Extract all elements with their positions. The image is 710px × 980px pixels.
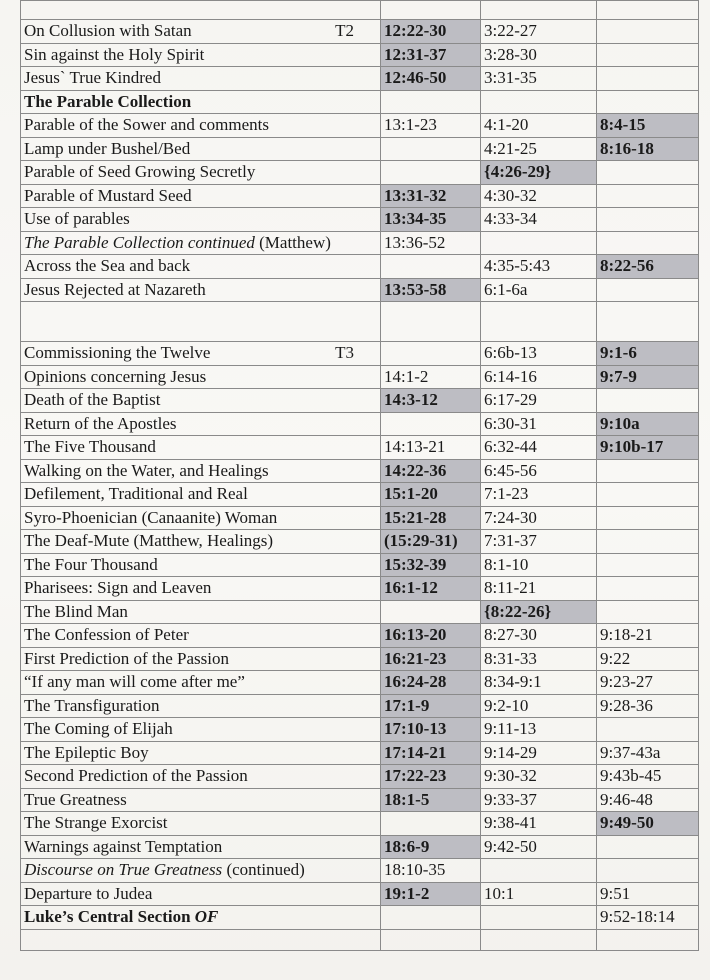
matthew-ref-cell: 15:32-39 [381, 553, 481, 577]
mark-ref-cell: 4:30-32 [481, 184, 597, 208]
luke-ref-cell [597, 859, 699, 883]
luke-ref-cell: 8:22-56 [597, 255, 699, 279]
pericope-title-cell [21, 600, 381, 624]
mark-ref-cell: 9:11-13 [481, 718, 597, 742]
luke-ref-cell: 9:10a [597, 412, 699, 436]
matthew-ref-cell: 13:53-58 [381, 278, 481, 302]
luke-ref-cell: 9:37-43a [597, 741, 699, 765]
matthew-ref-cell: 13:1-23 [381, 114, 481, 138]
luke-ref-cell [597, 161, 699, 185]
luke-ref-cell [597, 577, 699, 601]
mark-ref-cell: 9:42-50 [481, 835, 597, 859]
matthew-ref-cell [381, 342, 481, 366]
pericope-title: Death of the Baptist [24, 390, 161, 410]
luke-ref-cell [597, 483, 699, 507]
matthew-ref-cell: 15:1-20 [381, 483, 481, 507]
table-row [21, 812, 699, 836]
pericope-title-cell [21, 412, 381, 436]
matthew-ref-cell: 16:13-20 [381, 624, 481, 648]
pericope-title: First Prediction of the Passion [24, 648, 229, 668]
luke-ref-cell: 9:43b-45 [597, 765, 699, 789]
pericope-title-cell [21, 231, 381, 255]
mark-ref-cell: 6:45-56 [481, 459, 597, 483]
matthew-ref-cell: 17:14-21 [381, 741, 481, 765]
matthew-ref-cell [381, 906, 481, 930]
matthew-ref-cell: 16:24-28 [381, 671, 481, 695]
pericope-title: The Coming of Elijah [24, 719, 173, 739]
table-row [21, 483, 699, 507]
luke-ref-cell: 9:23-27 [597, 671, 699, 695]
pericope-title-cell [21, 208, 381, 232]
pericope-title-cell [21, 647, 381, 671]
table-row [21, 184, 699, 208]
mark-ref-cell: 9:30-32 [481, 765, 597, 789]
luke-ref-cell [597, 506, 699, 530]
pericope-title: Departure to Judea [24, 883, 153, 903]
pericope-title-cell [21, 812, 381, 836]
pericope-title: Luke’s Central Section [24, 907, 195, 927]
table-row [21, 765, 699, 789]
pericope-title: Sin against the Holy Spirit [24, 44, 205, 64]
pericope-title-cell [21, 788, 381, 812]
pericope-title: Parable of the Sower and comments [24, 115, 270, 135]
mark-ref-cell: {8:22-26} [481, 600, 597, 624]
luke-ref-cell: 9:28-36 [597, 694, 699, 718]
pericope-title-cell [21, 365, 381, 389]
pericope-title: Jesus` True Kindred [24, 68, 161, 88]
pericope-title: Across the Sea and back [24, 256, 191, 276]
luke-ref-cell: 9:10b-17 [597, 436, 699, 460]
pericope-title-cell [21, 765, 381, 789]
table-row [21, 412, 699, 436]
table-row [21, 882, 699, 906]
pericope-title: The Blind Man [24, 601, 128, 621]
pericope-title-cell [21, 161, 381, 185]
matthew-ref-cell: 18:1-5 [381, 788, 481, 812]
pericope-title: The Strange Exorcist [24, 813, 168, 833]
empty-cell [597, 302, 699, 342]
mark-ref-cell: 6:30-31 [481, 412, 597, 436]
table-top-row [21, 1, 699, 20]
table-row [21, 647, 699, 671]
matthew-ref-cell: 17:10-13 [381, 718, 481, 742]
matthew-ref-cell [381, 255, 481, 279]
matthew-ref-cell: (15:29-31) [381, 530, 481, 554]
pericope-title-cell [21, 906, 381, 930]
pericope-title: True Greatness [24, 789, 127, 809]
pericope-title: Walking on the Water, and Healings [24, 460, 269, 480]
pericope-title-suffix: OF [194, 907, 219, 927]
table-row [21, 43, 699, 67]
table-row [21, 835, 699, 859]
pericope-title: Lamp under Bushel/Bed [24, 138, 191, 158]
luke-ref-cell [597, 43, 699, 67]
pericope-title-cell [21, 741, 381, 765]
table-row [21, 67, 699, 91]
matthew-ref-cell [381, 812, 481, 836]
matthew-ref-cell: 14:1-2 [381, 365, 481, 389]
empty-cell [597, 1, 699, 20]
table-row [21, 137, 699, 161]
table-row [21, 20, 699, 44]
mark-ref-cell: 4:1-20 [481, 114, 597, 138]
table-row [21, 600, 699, 624]
empty-cell [481, 929, 597, 950]
table-row [21, 671, 699, 695]
table-row [21, 553, 699, 577]
mark-ref-cell: 6:6b-13 [481, 342, 597, 366]
luke-ref-cell: 9:22 [597, 647, 699, 671]
matthew-ref-cell: 13:34-35 [381, 208, 481, 232]
matthew-ref-cell: 14:22-36 [381, 459, 481, 483]
pericope-title-cell [21, 882, 381, 906]
luke-ref-cell: 9:7-9 [597, 365, 699, 389]
pericope-title-cell [21, 255, 381, 279]
luke-ref-cell: 9:1-6 [597, 342, 699, 366]
luke-ref-cell: 9:46-48 [597, 788, 699, 812]
pericope-title: The Four Thousand [24, 554, 158, 574]
luke-ref-cell: 8:16-18 [597, 137, 699, 161]
empty-cell [21, 1, 381, 20]
table-row [21, 436, 699, 460]
section-gap-row [21, 302, 699, 342]
mark-ref-cell: 9:38-41 [481, 812, 597, 836]
mark-ref-cell: 3:31-35 [481, 67, 597, 91]
mark-ref-cell: 9:14-29 [481, 741, 597, 765]
mark-ref-cell [481, 859, 597, 883]
pericope-title: The Five Thousand [24, 437, 156, 457]
pericope-title-cell [21, 718, 381, 742]
matthew-ref-cell [381, 137, 481, 161]
empty-cell [481, 302, 597, 342]
pericope-title-cell [21, 20, 381, 44]
mark-ref-cell: 6:1-6a [481, 278, 597, 302]
gospel-synopsis-table [20, 0, 699, 951]
mark-ref-cell: 8:31-33 [481, 647, 597, 671]
synopsis-table-body [21, 1, 699, 951]
mark-ref-cell [481, 90, 597, 114]
pericope-title-cell [21, 90, 381, 114]
empty-cell [381, 929, 481, 950]
pericope-title: Jesus Rejected at Nazareth [24, 279, 206, 299]
pericope-title: Commissioning the Twelve [24, 343, 211, 363]
pericope-title-cell [21, 624, 381, 648]
pericope-title: The Epileptic Boy [24, 742, 149, 762]
matthew-ref-cell: 17:22-23 [381, 765, 481, 789]
pericope-title: The Transfiguration [24, 695, 160, 715]
mark-ref-cell: 8:34-9:1 [481, 671, 597, 695]
mark-ref-cell: 7:31-37 [481, 530, 597, 554]
luke-ref-cell: 9:52-18:14 [597, 906, 699, 930]
pericope-title-cell [21, 114, 381, 138]
matthew-ref-cell: 17:1-9 [381, 694, 481, 718]
matthew-ref-cell [381, 90, 481, 114]
mark-ref-cell: {4:26-29} [481, 161, 597, 185]
matthew-ref-cell: 14:13-21 [381, 436, 481, 460]
empty-cell [481, 1, 597, 20]
table-bottom-row [21, 929, 699, 950]
mark-ref-cell: 6:14-16 [481, 365, 597, 389]
luke-ref-cell [597, 208, 699, 232]
pericope-title-cell [21, 835, 381, 859]
pericope-title: Opinions concerning Jesus [24, 366, 207, 386]
pericope-title-cell [21, 389, 381, 413]
matthew-ref-cell: 13:36-52 [381, 231, 481, 255]
table-row [21, 506, 699, 530]
mark-ref-cell: 8:11-21 [481, 577, 597, 601]
luke-ref-cell [597, 389, 699, 413]
pericope-title-cell [21, 530, 381, 554]
pericope-title: Pharisees: Sign and Leaven [24, 578, 212, 598]
matthew-ref-cell: 14:3-12 [381, 389, 481, 413]
pericope-title-cell [21, 184, 381, 208]
luke-ref-cell [597, 530, 699, 554]
table-row [21, 365, 699, 389]
luke-ref-cell: 8:4-15 [597, 114, 699, 138]
pericope-title-cell [21, 137, 381, 161]
matthew-ref-cell: 13:31-32 [381, 184, 481, 208]
pericope-title: Parable of Seed Growing Secretly [24, 162, 256, 182]
table-row [21, 278, 699, 302]
pericope-title: The Parable Collection [24, 91, 192, 111]
pericope-title-cell [21, 483, 381, 507]
luke-ref-cell: 9:49-50 [597, 812, 699, 836]
matthew-ref-cell: 12:22-30 [381, 20, 481, 44]
table-row [21, 859, 699, 883]
luke-ref-cell [597, 553, 699, 577]
matthew-ref-cell: 18:10-35 [381, 859, 481, 883]
pericope-title: The Parable Collection continued [24, 232, 255, 252]
table-row [21, 459, 699, 483]
mark-ref-cell: 7:24-30 [481, 506, 597, 530]
pericope-title: Second Prediction of the Passion [24, 766, 248, 786]
table-row [21, 577, 699, 601]
mark-ref-cell: 7:1-23 [481, 483, 597, 507]
table-row [21, 624, 699, 648]
luke-ref-cell [597, 835, 699, 859]
mark-ref-cell: 4:21-25 [481, 137, 597, 161]
pericope-title: Parable of Mustard Seed [24, 185, 192, 205]
table-row [21, 231, 699, 255]
mark-ref-cell: 10:1 [481, 882, 597, 906]
luke-ref-cell [597, 718, 699, 742]
section-code: T2 [335, 21, 354, 41]
luke-ref-cell [597, 278, 699, 302]
table-row [21, 906, 699, 930]
matthew-ref-cell: 16:21-23 [381, 647, 481, 671]
matthew-ref-cell [381, 161, 481, 185]
mark-ref-cell: 9:2-10 [481, 694, 597, 718]
pericope-title-cell [21, 577, 381, 601]
pericope-title-suffix: (continued) [222, 860, 305, 880]
table-row [21, 114, 699, 138]
matthew-ref-cell [381, 600, 481, 624]
mark-ref-cell: 8:1-10 [481, 553, 597, 577]
table-row [21, 530, 699, 554]
table-row [21, 255, 699, 279]
pericope-title: On Collusion with Satan [24, 21, 192, 41]
mark-ref-cell: 9:33-37 [481, 788, 597, 812]
mark-ref-cell: 6:17-29 [481, 389, 597, 413]
mark-ref-cell: 4:33-34 [481, 208, 597, 232]
luke-ref-cell: 9:18-21 [597, 624, 699, 648]
pericope-title-cell [21, 506, 381, 530]
pericope-title: Return of the Apostles [24, 413, 177, 433]
pericope-title: Defilement, Traditional and Real [24, 484, 248, 504]
section-code: T3 [335, 343, 354, 363]
table-row [21, 161, 699, 185]
pericope-title-cell [21, 43, 381, 67]
matthew-ref-cell: 18:6-9 [381, 835, 481, 859]
table-row [21, 208, 699, 232]
matthew-ref-cell [381, 412, 481, 436]
table-row [21, 718, 699, 742]
pericope-title: Discourse on True Greatness [24, 860, 223, 880]
table-row [21, 342, 699, 366]
mark-ref-cell: 3:28-30 [481, 43, 597, 67]
table-row [21, 741, 699, 765]
pericope-title-cell [21, 459, 381, 483]
mark-ref-cell: 3:22-27 [481, 20, 597, 44]
matthew-ref-cell: 19:1-2 [381, 882, 481, 906]
table-row [21, 389, 699, 413]
luke-ref-cell [597, 600, 699, 624]
pericope-title-cell [21, 859, 381, 883]
pericope-title-cell [21, 553, 381, 577]
matthew-ref-cell: 12:31-37 [381, 43, 481, 67]
mark-ref-cell [481, 906, 597, 930]
pericope-title-cell [21, 436, 381, 460]
pericope-title: Warnings against Temptation [24, 836, 223, 856]
matthew-ref-cell: 12:46-50 [381, 67, 481, 91]
mark-ref-cell [481, 231, 597, 255]
luke-ref-cell [597, 67, 699, 91]
mark-ref-cell: 6:32-44 [481, 436, 597, 460]
luke-ref-cell: 9:51 [597, 882, 699, 906]
luke-ref-cell [597, 20, 699, 44]
empty-cell [21, 302, 381, 342]
luke-ref-cell [597, 90, 699, 114]
luke-ref-cell [597, 184, 699, 208]
pericope-title-cell [21, 278, 381, 302]
pericope-title: The Confession of Peter [24, 625, 189, 645]
mark-ref-cell: 4:35-5:43 [481, 255, 597, 279]
pericope-title-suffix: (Matthew) [254, 232, 331, 252]
matthew-ref-cell: 16:1-12 [381, 577, 481, 601]
pericope-title: “If any man will come after me” [24, 672, 245, 692]
empty-cell [21, 929, 381, 950]
empty-cell [597, 929, 699, 950]
table-row [21, 788, 699, 812]
pericope-title: The Deaf-Mute (Matthew, Healings) [24, 531, 274, 551]
pericope-title-cell [21, 342, 381, 366]
pericope-title: Use of parables [24, 209, 130, 229]
luke-ref-cell [597, 459, 699, 483]
matthew-ref-cell: 15:21-28 [381, 506, 481, 530]
table-row [21, 694, 699, 718]
pericope-title-cell [21, 67, 381, 91]
table-row [21, 90, 699, 114]
empty-cell [381, 302, 481, 342]
pericope-title: Syro-Phoenician (Canaanite) Woman [24, 507, 278, 527]
pericope-title-cell [21, 694, 381, 718]
mark-ref-cell: 8:27-30 [481, 624, 597, 648]
luke-ref-cell [597, 231, 699, 255]
pericope-title-cell [21, 671, 381, 695]
empty-cell [381, 1, 481, 20]
